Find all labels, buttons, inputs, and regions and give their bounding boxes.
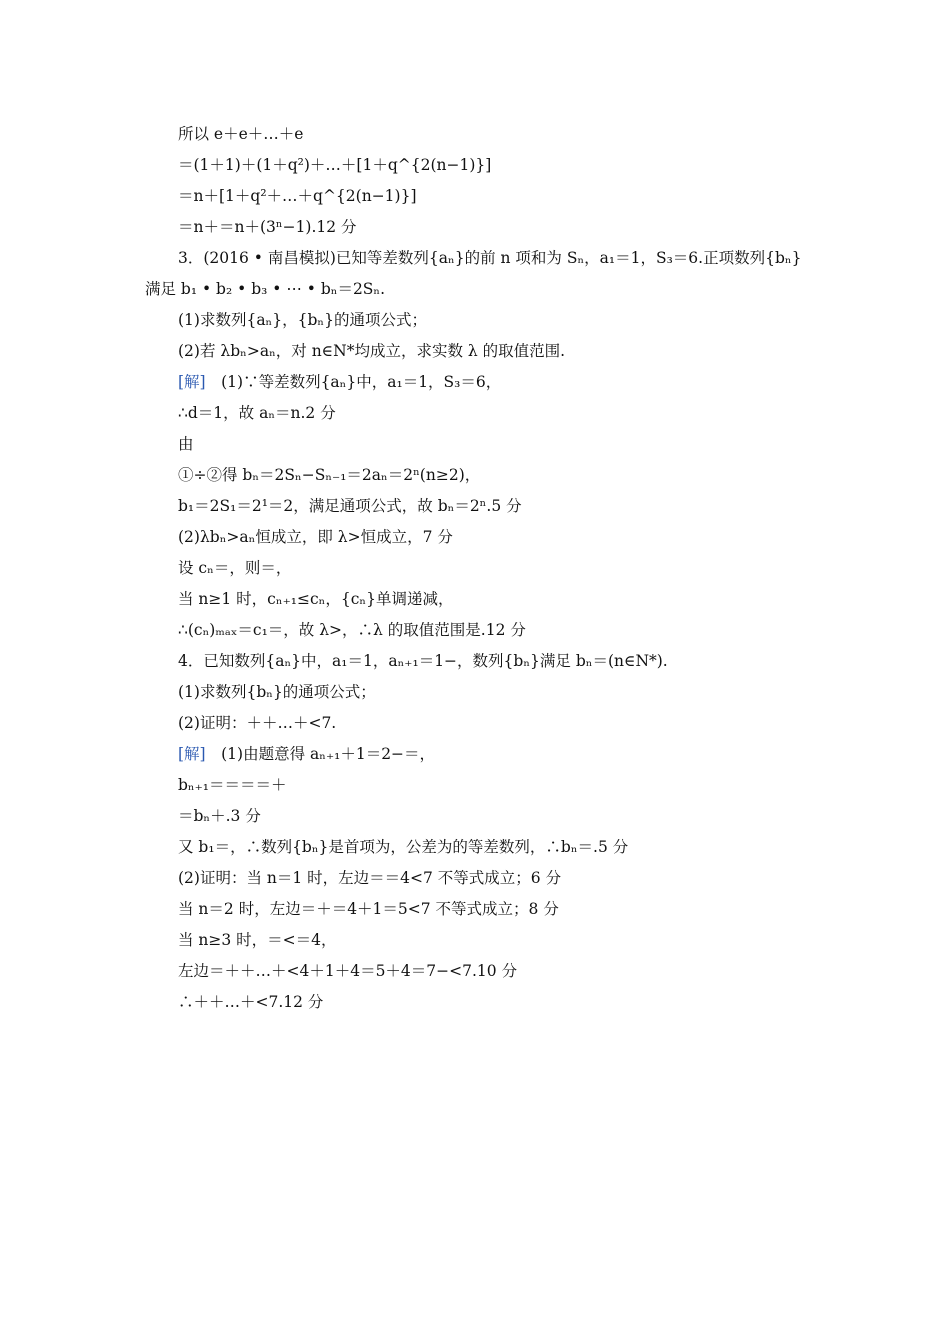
text-line: (1)求数列{bₙ}的通项公式； <box>178 683 376 701</box>
text-line: 当 n≥1 时，cₙ₊₁≤cₙ，{cₙ}单调递减， <box>178 590 454 608</box>
solution-tag: [解] <box>178 373 206 391</box>
text-line: (2)λbₙ>aₙ恒成立，即 λ>恒成立，7 分 <box>178 528 453 546</box>
text-line: 当 n≥3 时，＝<＝4， <box>178 931 337 949</box>
solution-tag: [解] <box>178 745 206 763</box>
text-line: b₁＝2S₁＝2¹＝2，满足通项公式，故 bₙ＝2ⁿ.5 分 <box>178 497 522 515</box>
text-line: ①÷②得 bₙ＝2Sₙ−Sₙ₋₁＝2aₙ＝2ⁿ(n≥2)， <box>178 466 481 484</box>
solution-line: [解] (1)∵等差数列{aₙ}中，a₁＝1，S₃＝6， <box>178 373 502 391</box>
text-line: 满足 b₁ • b₂ • b₃ • ⋯ • bₙ＝2Sₙ. <box>145 280 386 298</box>
text-line: (2)证明：＋＋…＋<7. <box>178 714 337 732</box>
text-line: 又 b₁＝，∴数列{bₙ}是首项为，公差为的等差数列，∴bₙ＝.5 分 <box>178 838 629 856</box>
problem-4-statement: 4．已知数列{aₙ}中，a₁＝1，aₙ₊₁＝1−，数列{bₙ}满足 bₙ＝(n∈N*). <box>178 652 668 670</box>
text-line: 设 cₙ＝，则＝， <box>178 559 292 577</box>
solution-line: [解] (1)由题意得 aₙ₊₁＋1＝2−＝， <box>178 745 436 763</box>
text-line: 由 <box>178 435 194 453</box>
text-line: (2)若 λbₙ>aₙ，对 n∈N*均成立，求实数 λ 的取值范围. <box>178 342 566 360</box>
text-line: ＝n＋＝n＋(3ⁿ−1).12 分 <box>178 218 357 236</box>
text-line: (2)证明：当 n＝1 时，左边＝＝4<7 不等式成立；6 分 <box>178 869 562 887</box>
text-line: ∴＋＋…＋<7.12 分 <box>178 993 324 1011</box>
text-line: ∴(cₙ)ₘₐₓ＝c₁＝，故 λ>，∴λ 的取值范围是.12 分 <box>178 621 526 639</box>
text-line: 当 n＝2 时，左边＝＋＝4＋1＝5<7 不等式成立；8 分 <box>178 900 559 918</box>
text-line: (1)求数列{aₙ}，{bₙ}的通项公式； <box>178 311 427 329</box>
problem-3-statement: 3．(2016 • 南昌模拟)已知等差数列{aₙ}的前 n 项和为 Sₙ，a₁＝1，S₃＝6.正项数列{bₙ} <box>178 249 802 267</box>
text-line: 所以 e＋e＋…＋e <box>178 125 304 143</box>
text-line: ＝(1＋1)＋(1＋q²)＋…＋[1＋q^{2(n−1)}] <box>178 156 492 174</box>
text-line: ＝n＋[1＋q²＋…＋q^{2(n−1)}] <box>178 187 417 205</box>
text-line: 左边＝＋＋…＋<4＋1＋4＝5＋4＝7−<7.10 分 <box>178 962 518 980</box>
text-line: bₙ₊₁＝＝＝＝＋ <box>178 776 287 794</box>
text-line: ∴d＝1，故 aₙ＝n.2 分 <box>178 404 336 422</box>
text-line: ＝bₙ＋.3 分 <box>178 807 261 825</box>
